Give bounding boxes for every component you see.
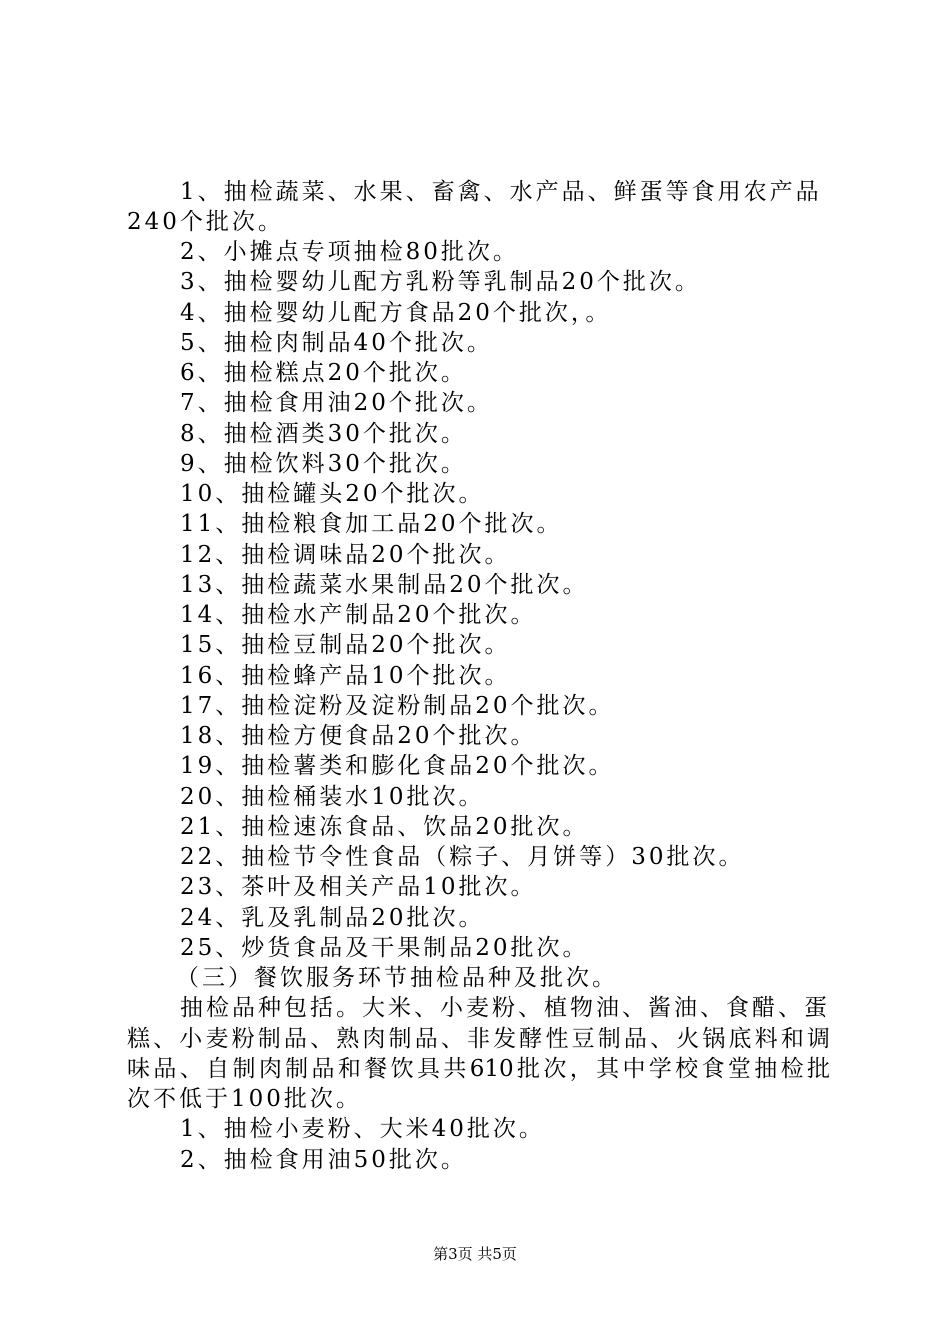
list-item-continuation: 240个批次。 <box>127 209 284 235</box>
list-item: 19、抽检薯类和膨化食品20个批次。 <box>180 753 615 779</box>
list-item: 4、抽检婴幼儿配方食品20个批次，。 <box>180 300 612 326</box>
paragraph-line: 味品、自制肉制品和餐饮具共610批次，其中学校食堂抽检批 <box>127 1056 830 1082</box>
list-item: 24、乳及乳制品20批次。 <box>180 905 485 931</box>
list-item: 8、抽检酒类30个批次。 <box>180 421 467 447</box>
list-item: 9、抽检饮料30个批次。 <box>180 451 467 477</box>
list-item: 7、抽检食用油20个批次。 <box>180 390 493 416</box>
list-item: 20、抽检桶装水10批次。 <box>180 784 485 810</box>
list-item: 10、抽检罐头20个批次。 <box>180 481 485 507</box>
list-item: 18、抽检方便食品20个批次。 <box>180 723 537 749</box>
list-item: 25、炒货食品及干果制品20批次。 <box>180 935 589 961</box>
list-item: 1、抽检蔬菜、水果、畜禽、水产品、鲜蛋等食用农产品 <box>180 179 822 205</box>
list-item: 15、抽检豆制品20个批次。 <box>180 632 511 658</box>
paragraph-line: 抽检品种包括。大米、小麦粉、植物油、酱油、食醋、蛋 <box>180 995 830 1021</box>
list-item: 5、抽检肉制品40个批次。 <box>180 330 493 356</box>
list-item: 23、茶叶及相关产品10批次。 <box>180 874 537 900</box>
list-item: 17、抽检淀粉及淀粉制品20个批次。 <box>180 693 615 719</box>
paragraph-line: 次不低于100批次。 <box>127 1086 362 1112</box>
list-item: 21、抽检速冻食品、饮品20批次。 <box>180 814 589 840</box>
list-item: 6、抽检糕点20个批次。 <box>180 360 467 386</box>
list-item: 14、抽检水产制品20个批次。 <box>180 602 537 628</box>
list-item: 2、小摊点专项抽检80批次。 <box>180 239 519 265</box>
list-item: 1、抽检小麦粉、大米40批次。 <box>180 1116 545 1142</box>
section-heading: （三）餐饮服务环节抽检品种及批次。 <box>176 965 618 991</box>
list-item: 16、抽检蜂产品10个批次。 <box>180 663 511 689</box>
list-item: 2、抽检食用油50批次。 <box>180 1147 467 1173</box>
list-item: 22、抽检节令性食品（粽子、月饼等）30批次。 <box>180 844 745 870</box>
paragraph-line: 糕、小麦粉制品、熟肉制品、非发酵性豆制品、火锅底料和调 <box>127 1026 830 1052</box>
list-item: 13、抽检蔬菜水果制品20个批次。 <box>180 572 589 598</box>
page-footer: 第3页 共5页 <box>433 1245 517 1263</box>
list-item: 11、抽检粮食加工品20个批次。 <box>180 511 563 537</box>
list-item: 3、抽检婴幼儿配方乳粉等乳制品20个批次。 <box>180 269 701 295</box>
list-item: 12、抽检调味品20个批次。 <box>180 542 511 568</box>
